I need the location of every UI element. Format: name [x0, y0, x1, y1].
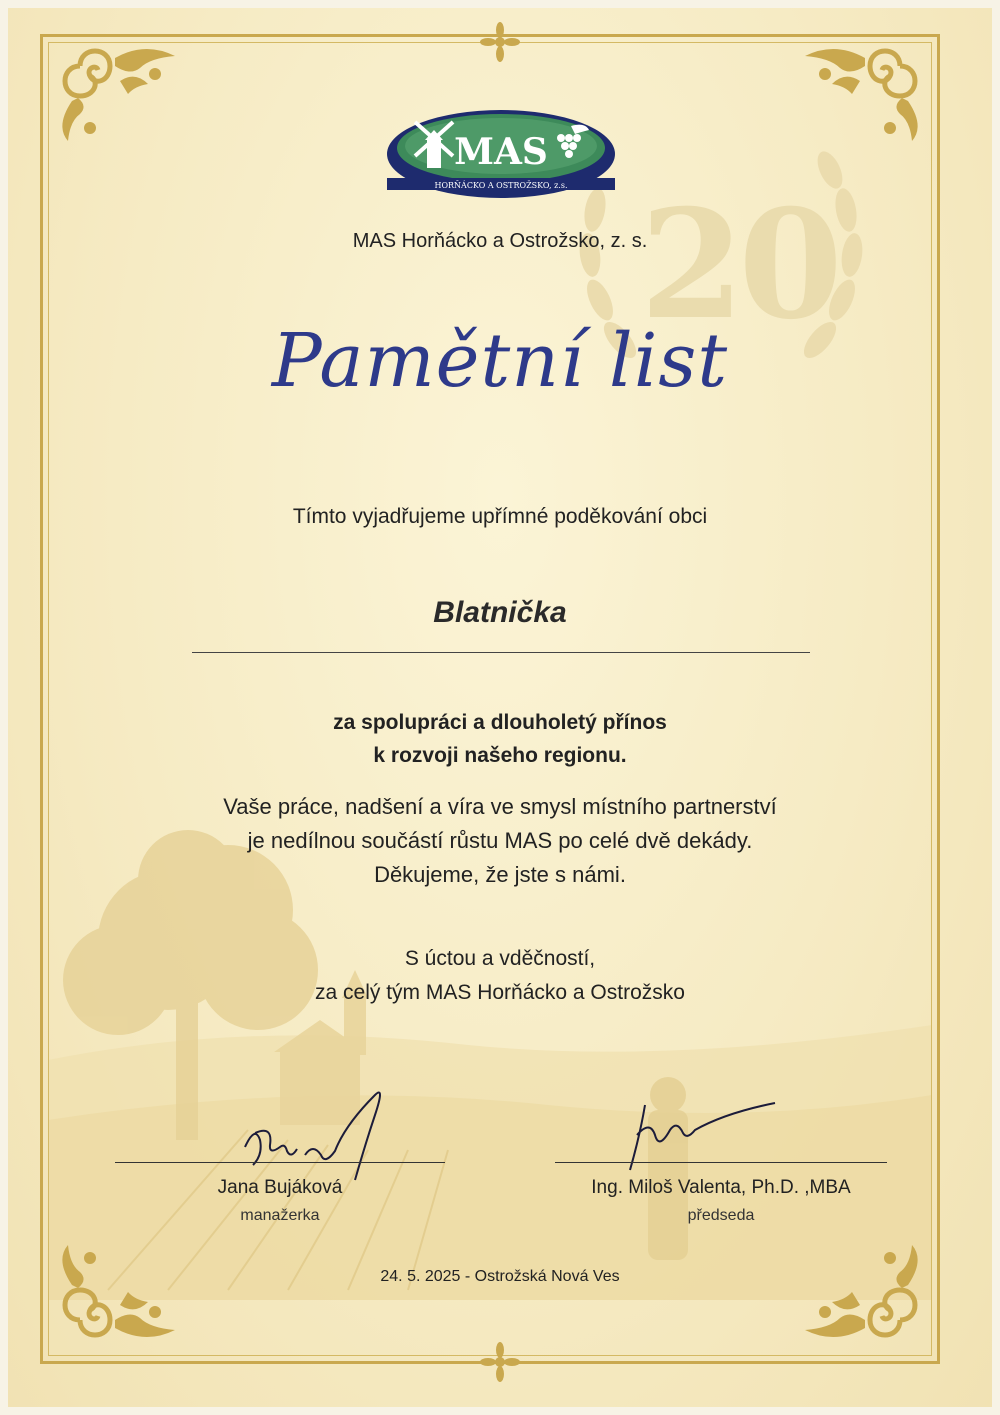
message-line-3: Děkujeme, že jste s námi. — [374, 862, 626, 887]
logo-subtitle: HORŇÁCKO A OSTROŽSKO, z.s. — [434, 181, 568, 190]
fleuron-ornament-icon — [480, 1342, 520, 1382]
signature-left — [225, 1085, 405, 1185]
recipient-name: Blatnička — [433, 596, 567, 629]
corner-ornament-icon — [50, 1240, 190, 1350]
signatory-name-right: Ing. Miloš Valenta, Ph.D. ,MBA — [591, 1177, 851, 1198]
message-text — [0, 790, 1000, 892]
anniversary-number-watermark: 20 — [640, 177, 837, 353]
message-line-2: je nedílnou součástí růstu MAS po celé dvě dekády. — [247, 828, 753, 853]
certificate-title: Pamětní list — [271, 318, 729, 404]
contribution-text — [0, 706, 1000, 772]
signatory-role-left: manažerka — [240, 1207, 320, 1224]
date-place: 24. 5. 2025 - Ostrožská Nová Ves — [380, 1268, 620, 1285]
signatory-name-left: Jana Bujáková — [217, 1177, 343, 1198]
contribution-line-1: za spolupráci a dlouholetý přínos — [333, 711, 667, 734]
corner-ornament-icon — [790, 1240, 930, 1350]
signature-right — [615, 1095, 795, 1175]
closing-line-2: za celý tým MAS Horňácko a Ostrožsko — [315, 981, 685, 1004]
thanks-line: Tímto vyjadřujeme upřímné poděkování obci — [292, 505, 708, 528]
signatory-role-right: předseda — [687, 1207, 755, 1224]
organization-name: MAS Horňácko a Ostrožsko, z. s. — [352, 230, 648, 252]
closing-line-1: S úctou a vděčností, — [404, 947, 596, 970]
signature-line-right — [555, 1162, 887, 1163]
corner-ornament-icon — [50, 36, 190, 146]
recipient-underline — [192, 652, 810, 653]
message-line-1: Vaše práce, nadšení a víra ve smysl místního partnerství — [223, 794, 777, 819]
corner-ornament-icon — [790, 36, 930, 146]
signature-line-left — [115, 1162, 445, 1163]
fleuron-ornament-icon — [480, 22, 520, 62]
logo-abbr: MAS — [454, 131, 548, 173]
contribution-line-2: k rozvoji našeho regionu. — [373, 744, 627, 767]
closing-text — [0, 942, 1000, 1010]
mas-logo — [385, 108, 617, 200]
